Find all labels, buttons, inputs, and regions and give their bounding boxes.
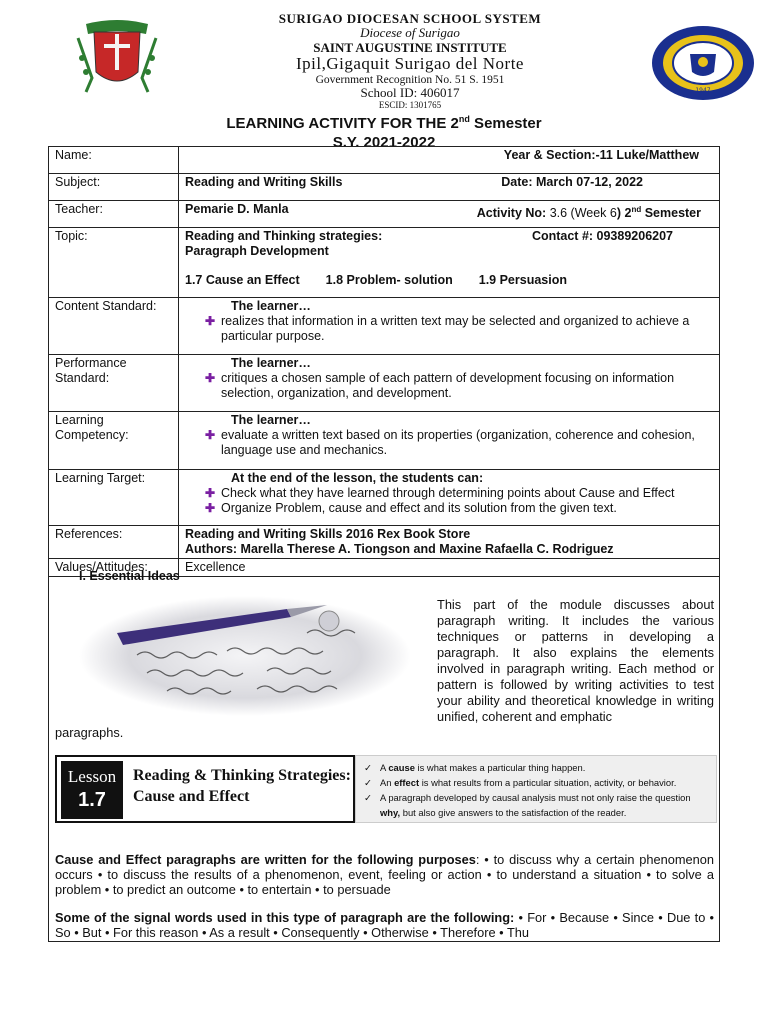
performance-standard-cell [179,355,720,412]
target-head: At the end of the lesson, the students can: [231,471,484,485]
activity-number [477,202,701,221]
checkmark-icon: ✓ [364,762,372,773]
definition-text [380,790,691,820]
row-name [49,147,720,174]
essential-paragraph-tail: paragraphs. [55,725,124,740]
subject-label: Subject: [49,174,179,201]
target-item: Organize Problem, cause and effect and its solution from the given text. [221,501,617,515]
row-teacher [49,201,720,228]
essential-paragraph: This part of the module discusses about paragraph writing. It includes the various techniques or patterns in developing a paragraph. It also explains the elements involved in paragraph writing. Each method or pattern is followed by writing activities to test your ability and theoretical knowledge in writing unified, coherent and emphatic [437,597,714,724]
letterhead [0,8,768,110]
activity-sup: nd [631,205,642,214]
institute-name: SAINT AUGUSTINE INSTITUTE [313,39,507,55]
target-item: Check what they have learned through determining points about Cause and Effect [221,486,675,500]
references-cell [179,526,720,559]
activity-label: Activity No: [476,206,547,221]
row-learning-competency [49,412,720,470]
purposes-bold: Cause and Effect paragraphs are written for the following purposes [55,852,476,867]
definition-text [380,760,585,775]
bullet-arrow-icon: ✚ [205,371,216,385]
signals-text: • For • Because • Since • Due to • So • But • For this reason • As a result • Consequently • Otherwise • Therefore • Thu [55,910,714,940]
institute-seal-icon [650,24,756,102]
name-value [179,147,720,174]
competency-text: evaluate a written text based on its properties (organization, coherence and cohesion, language use and mechanics. [221,428,695,457]
activity-value: 3.6 (Week 6 [546,206,617,221]
seal-year: 1947 [695,87,711,94]
row-topic [49,228,720,298]
lesson-number: 1.7 [78,789,106,811]
topic-value: Reading and Thinking strategies: [185,229,383,243]
competency-label-1: Learning [55,413,104,427]
activity-close: ) 2 [616,206,632,221]
bullet-arrow-icon: ✚ [205,428,216,442]
title-suffix: Semester [469,115,542,132]
school-header-text [200,12,620,110]
pen-on-handwriting-image [77,593,413,719]
row-references [49,526,720,559]
row-learning-target [49,470,720,526]
values-value: Excellence [179,559,720,577]
def-3-bold: why, [380,807,401,818]
performance-head: The learner… [231,356,311,370]
teacher-value: Pemarie D. Manla [185,202,289,216]
definition-text [380,775,676,790]
purposes-text: : • to discuss why a certain phenomenon occurs • to discuss the results of a phenomenon, event, feeling or action • to understand a situation • to solve a problem • to predict an outcome • to entertain • to persuade [55,852,715,897]
competency-head: The learner… [231,413,311,427]
topic-items [185,273,713,288]
competency-label [49,412,179,470]
teacher-label: Teacher: [49,201,179,228]
title-line-2: S.Y. 2021-2022 [332,134,436,151]
title-prefix: LEARNING ACTIVITY FOR THE 2 [226,115,459,132]
performance-standard-label [49,355,179,412]
content-standard-cell [179,298,720,355]
lesson-title-box [55,755,355,823]
contact-number: Contact #: 09389206207 [531,229,673,243]
lesson-title-line-1: Reading & Thinking Strategies: [133,767,351,784]
def-3-post: but also give answers to the satisfaction of the reader. [400,807,627,818]
def-1-post: is what makes a particular thing happen. [414,762,586,773]
purposes-paragraph [55,852,714,897]
lesson-word: Lesson [67,767,117,786]
essential-ideas-title: I. Essential Ideas [79,569,180,583]
title-line-1 [0,110,768,133]
subject-cell [179,174,720,201]
target-cell [179,470,720,526]
government-recognition: Government Recognition No. 51 S. 1951 [315,73,505,86]
def-3: A paragraph developed by causal analysis must not only raise the question [380,792,691,803]
school-id: School ID: 406017 [360,85,460,101]
school-address: Ipil,Gigaquit Surigao del Norte [296,53,524,73]
name-label: Name: [49,147,179,174]
performance-text: critiques a chosen sample of each pattern of development focusing on information selection, organization, and development. [221,371,675,400]
content-standard-label: Content Standard: [49,298,179,355]
learning-activity-table [48,146,720,577]
checkmark-icon: ✓ [364,777,372,788]
performance-label-1: Performance [55,356,127,370]
competency-cell [179,412,720,470]
lesson-title-line-2: Cause and Effect [133,788,250,805]
date-value: Date: March 07-12, 2022 [501,175,643,189]
row-content-standard [49,298,720,355]
signals-bold: Some of the signal words used in this type of paragraph are the following: [55,910,515,925]
bullet-arrow-icon: ✚ [205,501,216,515]
references-line-2: Authors: Marella Therese A. Tiongson and Maxine Rafaella C. Rodriguez [185,542,614,556]
signal-words-paragraph [55,910,714,940]
lesson-number-badge [61,761,123,819]
activity-tail: Semester [641,206,701,221]
values-label: Values/Attitudes: [49,559,179,577]
checkmark-icon: ✓ [364,792,372,803]
definition-item [364,760,708,775]
def-1-pre: A [380,762,389,773]
performance-label-2: Standard: [55,371,110,385]
definition-item [364,790,708,820]
topic-cell [179,228,720,298]
row-subject [49,174,720,201]
subject-value: Reading and Writing Skills [185,175,343,189]
def-2-pre: An [380,777,395,788]
diocese-name: Diocese of Surigao [360,25,460,41]
row-performance-standard [49,355,720,412]
title-sup: nd [458,114,470,124]
escid: ESCID: 1301765 [378,99,442,110]
competency-label-2: Competency: [55,428,129,442]
lesson-banner [55,755,717,823]
essential-ideas-section [48,569,720,942]
topic-item: 1.7 Cause an Effect [185,273,300,287]
def-2-bold: effect [394,777,420,788]
bullet-arrow-icon: ✚ [205,314,216,328]
content-text: realizes that information in a written text may be selected and organized to achieve a particular purpose. [221,314,690,343]
content-head: The learner… [231,299,311,313]
school-system-name: SURIGAO DIOCESAN SCHOOL SYSTEM [278,11,542,26]
diocese-coat-of-arms-icon [72,18,162,96]
references-line-1: Reading and Writing Skills 2016 Rex Book Store [185,527,471,541]
references-label: References: [49,526,179,559]
lesson-definitions [355,755,717,823]
topic-label: Topic: [49,228,179,298]
topic-item: 1.8 Problem- solution [325,273,453,287]
year-section: Year & Section:-11 Luke/Matthew [503,148,699,162]
def-2-post: is what results from a particular situation, activity, or behavior. [419,777,677,788]
lesson-title [133,765,351,807]
topic-line-2: Paragraph Development [185,244,329,258]
definition-item [364,775,708,790]
bullet-arrow-icon: ✚ [205,486,216,500]
target-label: Learning Target: [49,470,179,526]
topic-item: 1.9 Persuasion [478,273,567,287]
teacher-cell [179,201,720,228]
def-1-bold: cause [388,762,415,773]
